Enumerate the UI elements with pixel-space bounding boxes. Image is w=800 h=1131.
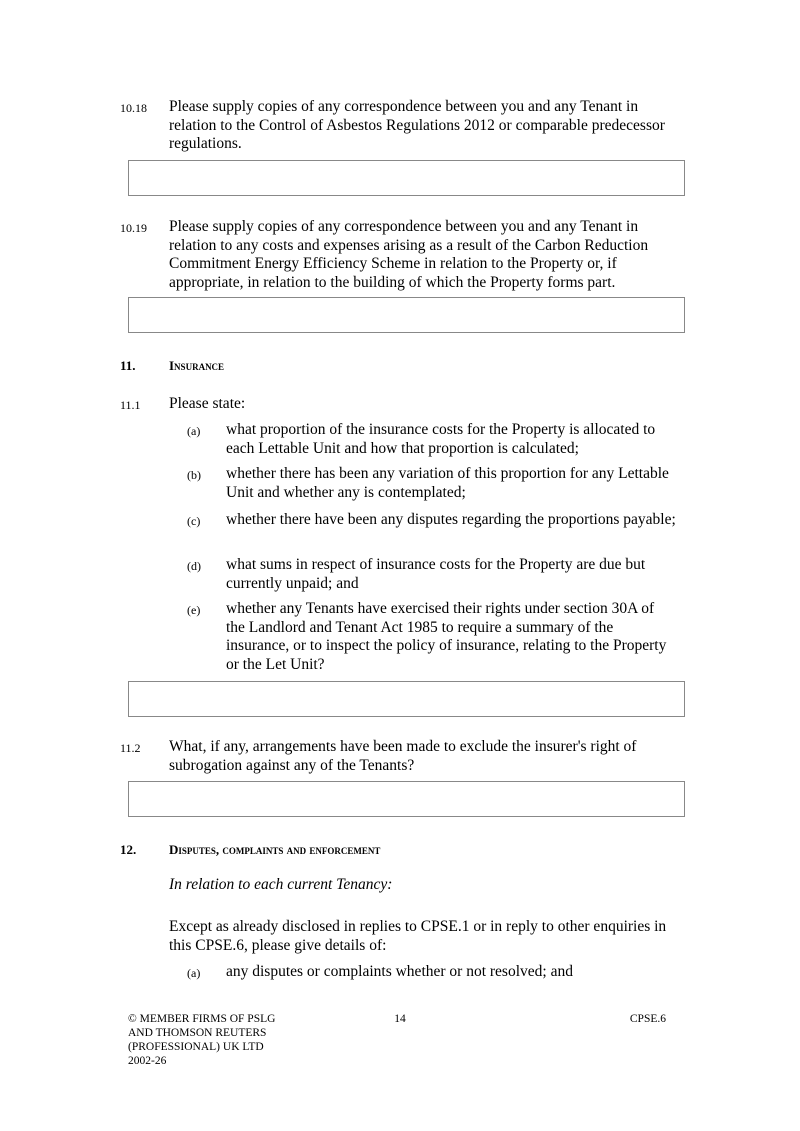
item-number-10-18: 10.18 [120,101,147,115]
item-number-11-2: 11.2 [120,741,141,755]
footer-doc-ref: CPSE.6 [629,1013,666,1025]
item-number-11-1: 11.1 [120,398,141,412]
section-title-insurance: Insurance [169,358,225,373]
answer-box-11-2[interactable] [128,781,685,817]
section-number-11: 11. [120,358,136,373]
question-10-18-text: Please supply copies of any correspondence between you and any Tenant in relation to the Control of Asbestos Regulations 2012 or comparable predecessor regulations. [169,98,665,152]
question-11-1-text: Please state: [169,395,246,412]
sub-letter-11-1-e: (e) [187,603,201,617]
sub-item-11-1-a: what proportion of the insurance costs for the Property is allocated to each Lettable Unit and how that proportion is calculated; [226,421,656,457]
footer-copyright: © MEMBER FIRMS OF PSLG AND THOMSON REUTERS (PROFESSIONAL) UK LTD 2002-26 [128,1013,276,1067]
footer-page-number: 14 [394,1013,406,1025]
answer-box-10-18[interactable] [128,160,685,196]
answer-box-11-1[interactable] [128,681,685,717]
answer-box-10-19[interactable] [128,297,685,333]
section-12-intro: In relation to each current Tenancy: [169,876,393,893]
section-title-disputes: Disputes, complaints and enforcement [169,842,381,857]
sub-letter-11-1-d: (d) [187,559,201,573]
sub-item-11-1-e: whether any Tenants have exercised their rights under section 30A of the Landlord and Tenant Act 1985 to require a summary of the insurance, or to inspect the policy of insurance, relating to the Property or the Let Unit? [226,600,667,673]
sub-letter-11-1-b: (b) [187,468,201,482]
section-12-paragraph: Except as already disclosed in replies to CPSE.1 or in reply to other enquiries in this CPSE.6, please give details of: [169,918,667,954]
sub-item-12-a: any disputes or complaints whether or not resolved; and [226,963,573,980]
sub-item-11-1-d: what sums in respect of insurance costs for the Property are due but currently unpaid; and [226,556,646,592]
question-11-2-text: What, if any, arrangements have been made to exclude the insurer's right of subrogation against any of the Tenants? [169,738,637,774]
sub-letter-11-1-c: (c) [187,514,201,528]
question-10-19-text: Please supply copies of any correspondence between you and any Tenant in relation to any costs and expenses arising as a result of the Carbon Reduction Commitment Energy Efficiency Scheme in relation to the Property or, if appropriate, in relation to the building of which the Property forms part. [169,218,649,291]
item-number-10-19: 10.19 [120,221,147,235]
sub-item-11-1-b: whether there has been any variation of this proportion for any Lettable Unit and whether any is contemplated; [226,465,669,501]
sub-letter-11-1-a: (a) [187,424,201,438]
section-number-12: 12. [120,842,137,857]
sub-item-11-1-c: whether there have been any disputes regarding the proportions payable; [226,511,676,528]
sub-letter-12-a: (a) [187,966,201,980]
